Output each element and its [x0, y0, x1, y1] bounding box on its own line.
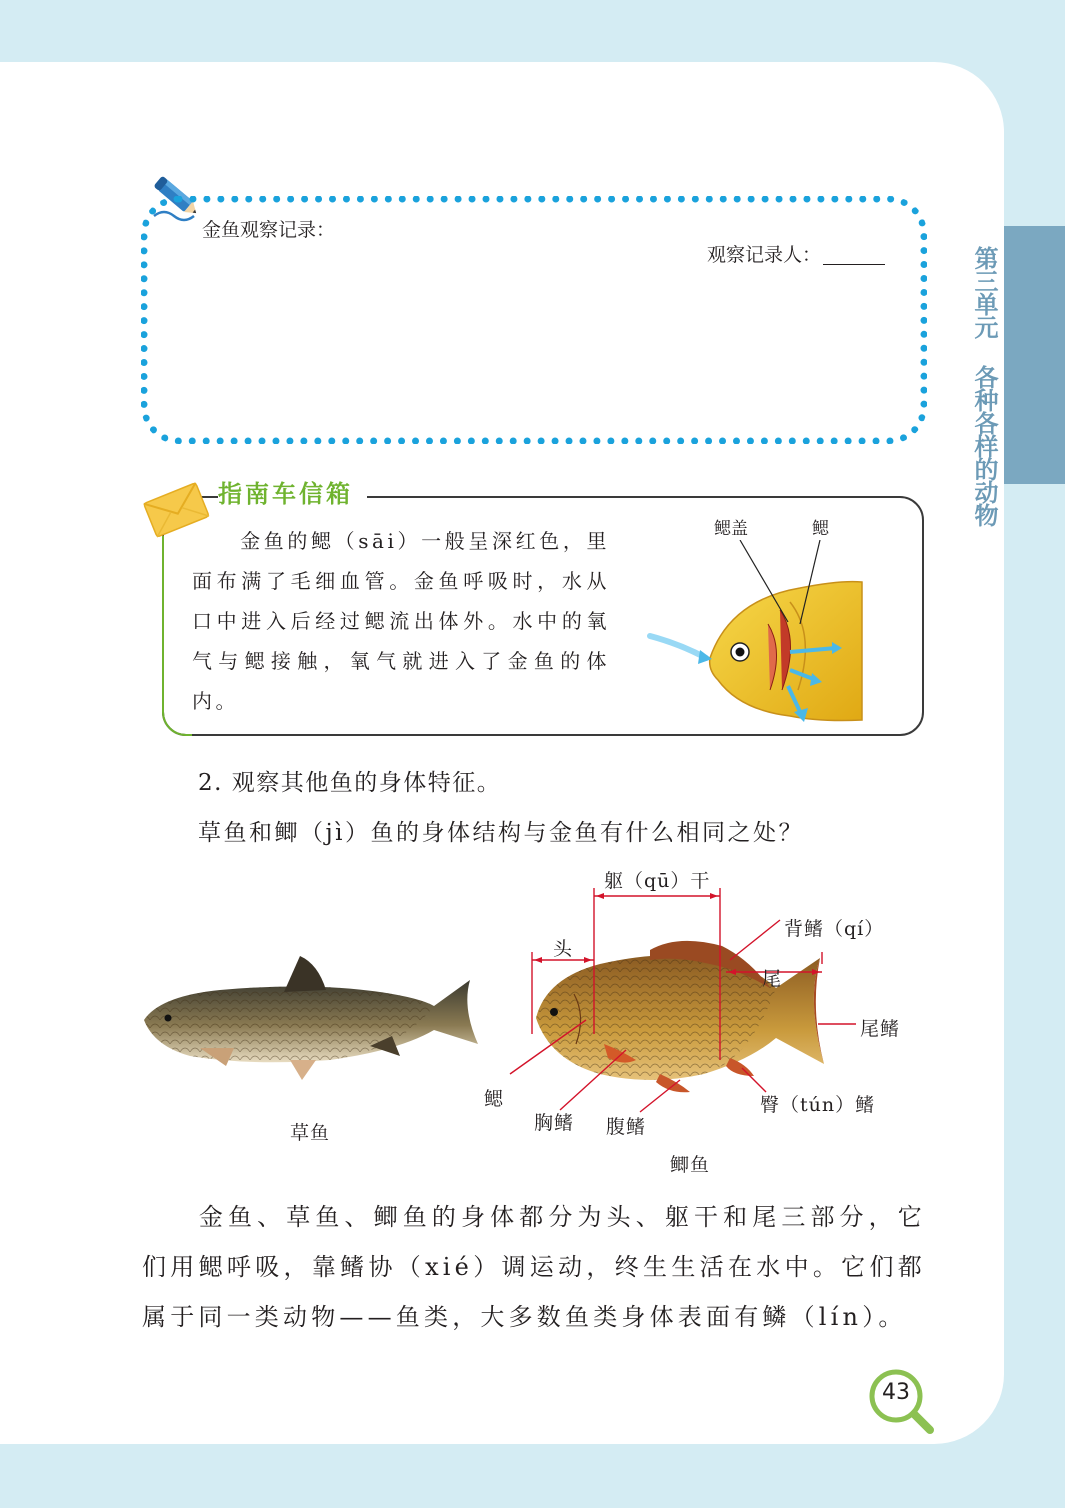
label-gill: 鳃: [484, 1088, 505, 1110]
label-caudal-fin: 尾鳍: [860, 1018, 901, 1040]
label-pectoral-fin: 胸鳍: [534, 1112, 575, 1134]
label-gill-cover: 鳃盖: [714, 519, 748, 539]
recorder-label: 观察记录人：: [707, 244, 822, 266]
mailbox-title: 指南车信箱: [218, 474, 367, 509]
goldfish-gill-illustration: [640, 540, 870, 730]
observation-record-title: 金鱼观察记录：: [202, 219, 336, 241]
caption-crucian-carp: 鲫鱼: [670, 1154, 711, 1176]
question-heading: 2. 观察其他鱼的身体特征。: [198, 770, 502, 796]
recorder-blank-line: [823, 264, 885, 265]
summary-paragraph: 金鱼、草鱼、鲫鱼的身体都分为头、躯干和尾三部分，它们用鳃呼吸，靠鳍协（xié）调运动，终生生活在水中。它们都属于同一类动物——鱼类，大多数鱼类身体表面有鳞（lín）。: [142, 1203, 926, 1331]
fish-structure-figure: [130, 860, 920, 1180]
label-tail: 尾: [762, 968, 783, 990]
unit-tab: [1004, 226, 1065, 484]
label-trunk: 躯（qū）干: [604, 870, 711, 892]
recorder-field[interactable]: [707, 240, 885, 267]
caption-grass-carp: 草鱼: [290, 1122, 331, 1144]
label-pelvic-fin: 腹鳍: [606, 1116, 647, 1138]
label-dorsal-fin: 背鳍（qí）: [784, 918, 885, 940]
question-text: 草鱼和鲫（jì）鱼的身体结构与金鱼有什么相同之处？: [198, 820, 804, 846]
unit-title: 第三单元 各种各样的动物: [970, 246, 998, 526]
label-anal-fin: 臀（tún）鳍: [760, 1094, 876, 1116]
grass-carp-image: [144, 956, 478, 1080]
page-number: 43: [882, 1380, 910, 1405]
label-head: 头: [553, 938, 574, 960]
mailbox-text: 金鱼的鳃（sāi）一般呈深红色，里面布满了毛细血管。金鱼呼吸时，水从口中进入后经过鳃流出体外。水中的氧气与鳃接触，氧气就进入了金鱼的体内。: [192, 529, 610, 713]
label-gill-top: 鳃: [812, 519, 829, 539]
mailbox-frame-accent: [162, 536, 192, 736]
